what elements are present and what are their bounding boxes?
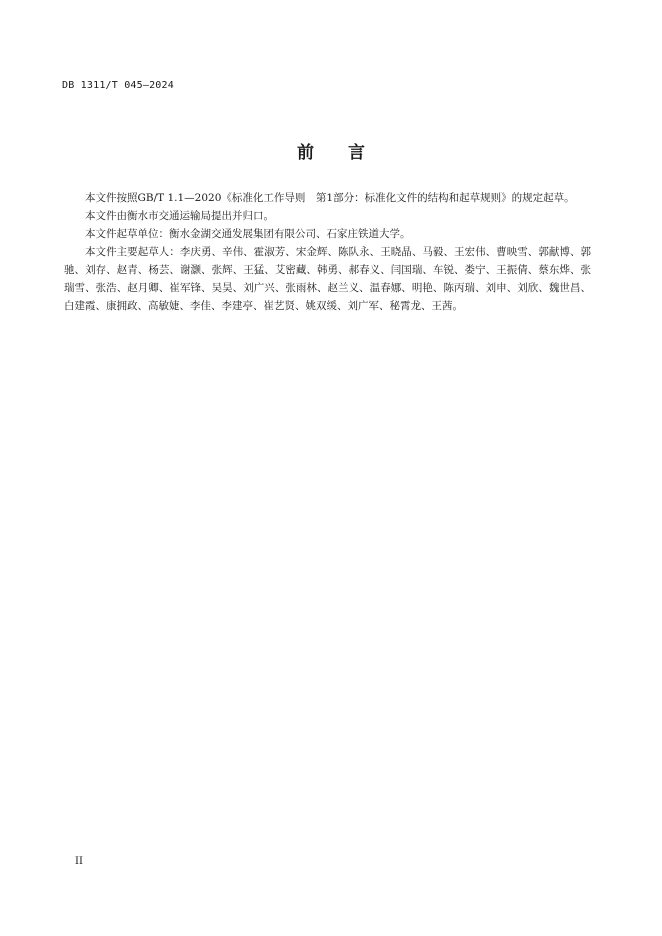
page-number: II bbox=[75, 856, 83, 867]
page-title: 前 言 bbox=[297, 143, 365, 163]
paragraph-drafting-units: 本文件起草单位：衡水金湖交通发展集团有限公司、石家庄铁道大学。 bbox=[85, 228, 411, 240]
paragraph-drafters: 本文件主要起草人：李庆勇、辛伟、霍淑芳、宋金辉、陈队永、王晓晶、马毅、王宏伟、曹映雪、郭献博、郭驰、刘存、赵青、杨芸、谢灏、张辉、王猛、艾密藏、韩勇、郝春义、闫国瑞、车锐、娄宁、王振倩、蔡东烨、张瑞雪、张浩、赵月卿、崔军锋、吴昊、刘广兴、张雨林、赵兰义、温春娜、明艳、陈丙瑞、刘申、刘欣、魏世昌、白建霞、康拥政、高敏婕、李佳、李建亭、崔艺贤、姚双缓、刘广军、秘霄龙、王茜。 bbox=[64, 246, 591, 312]
foreword-body bbox=[64, 189, 591, 315]
paragraph-proposer: 本文件由衡水市交通运输局提出并归口。 bbox=[85, 210, 274, 222]
paragraph-drafting-basis: 本文件按照GB/T 1.1—2020《标准化工作导则 第1部分：标准化文件的结构和起草规则》的规定起草。 bbox=[85, 192, 575, 204]
document-number: DB 1311/T 045—2024 bbox=[62, 80, 174, 91]
